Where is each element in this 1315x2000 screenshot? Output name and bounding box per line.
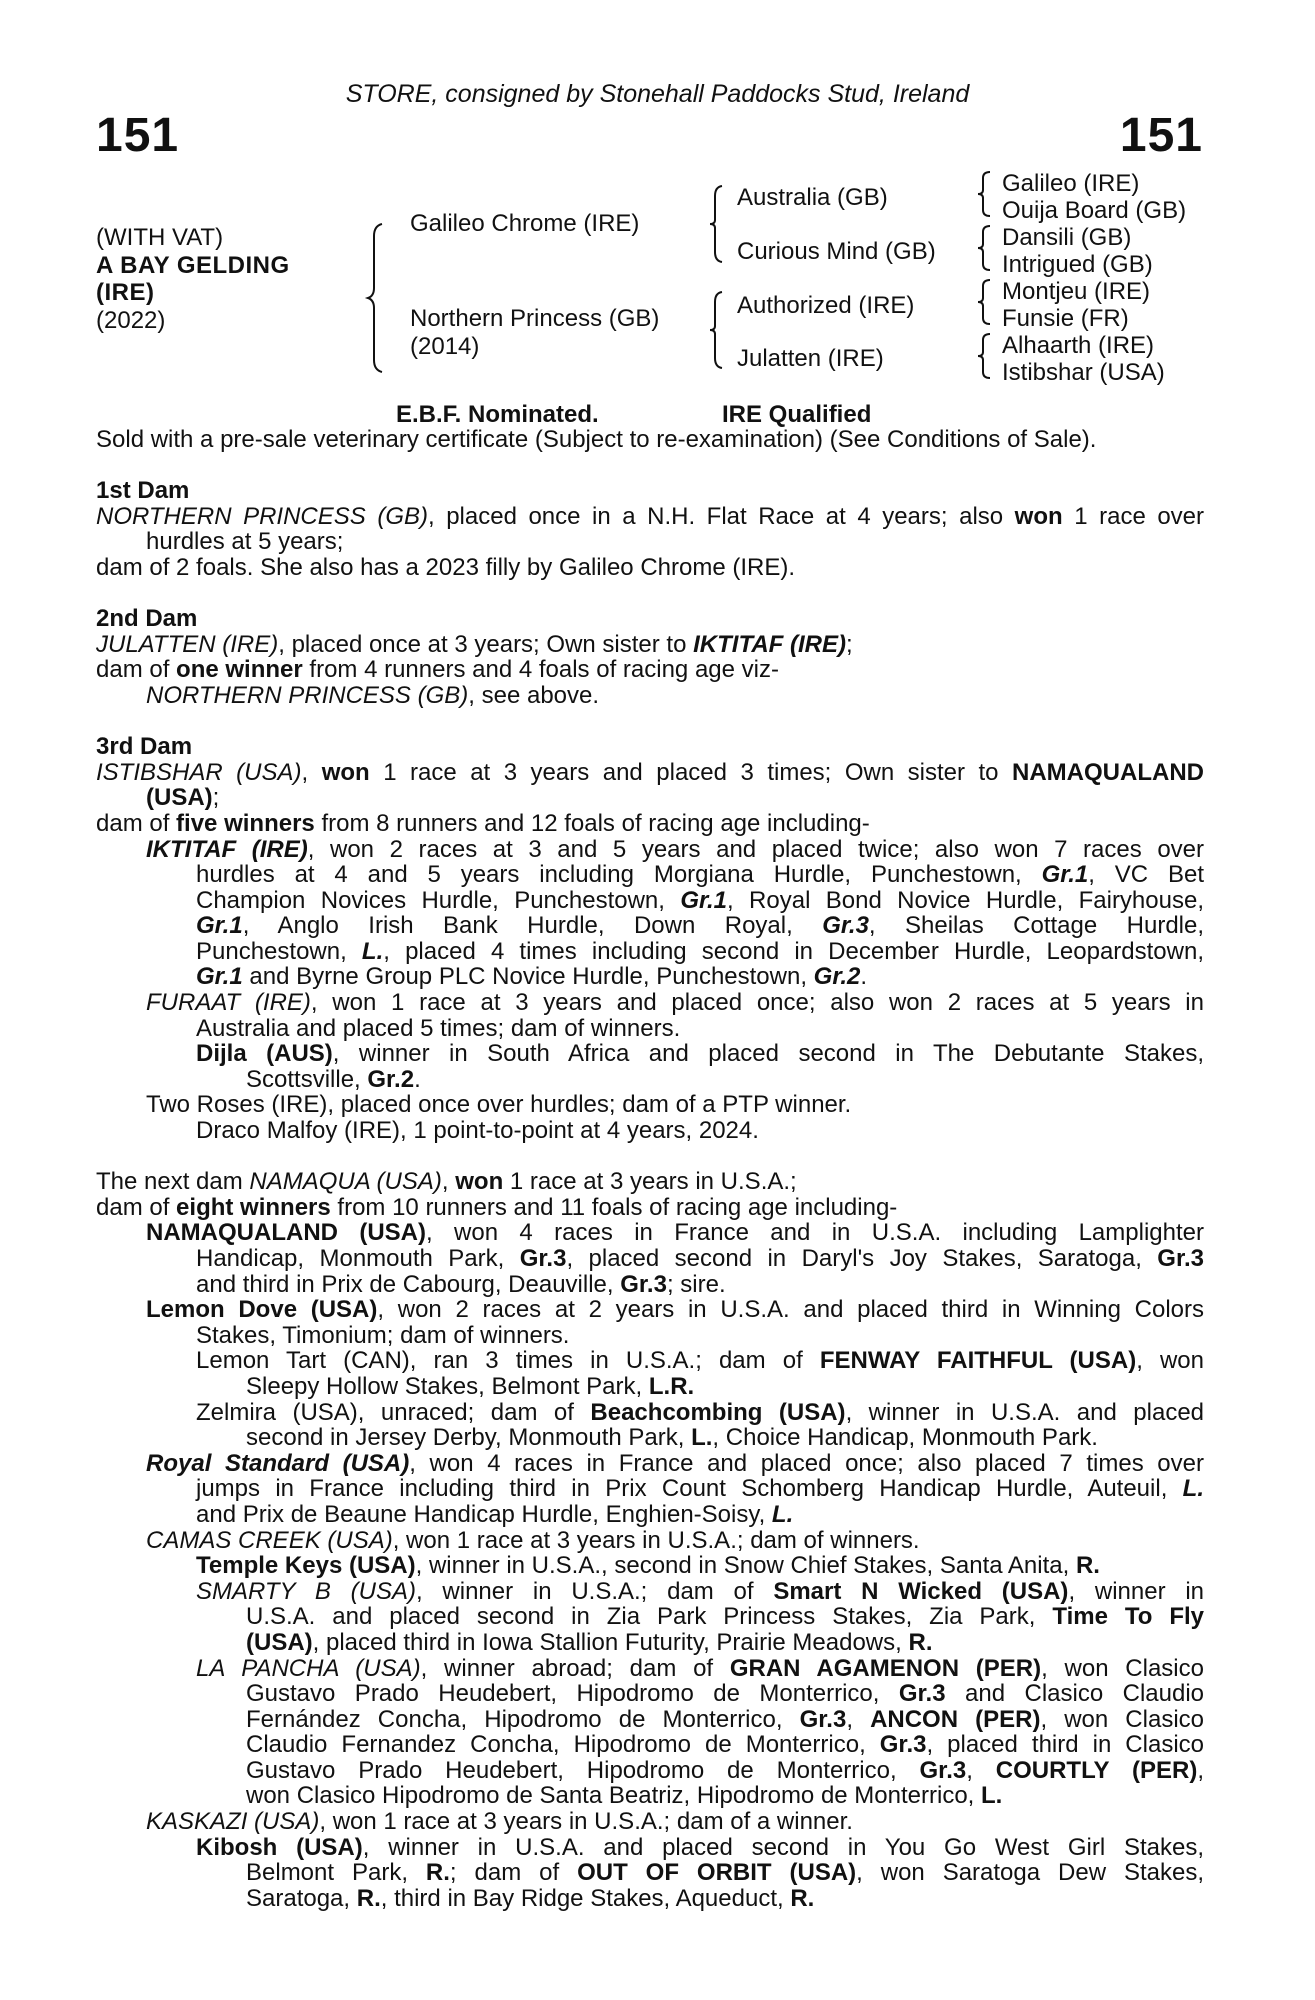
vat-note: (WITH VAT) — [96, 224, 224, 251]
pedigree-bracket-g34 — [978, 224, 996, 272]
dam1-heading: 1st Dam — [96, 477, 190, 505]
horse-description: A BAY GELDING — [96, 251, 290, 279]
gen3-4: Intrigued (GB) — [1002, 251, 1153, 278]
kaskazi-name: KASKAZI (USA) — [146, 1808, 320, 1836]
pedigree-bracket-g12 — [978, 170, 996, 218]
gen3-5: Montjeu (IRE) — [1002, 278, 1151, 305]
horse-block — [96, 224, 290, 334]
gen3-7: Alhaarth (IRE) — [1002, 332, 1155, 359]
dam-year: (2014) — [410, 333, 480, 360]
sire-sire: Australia (GB) — [737, 184, 888, 211]
gen3-3: Dansili (GB) — [1002, 224, 1132, 251]
dam2-heading: 2nd Dam — [96, 605, 198, 633]
horse-origin: (IRE) — [96, 279, 155, 306]
dam-name: Northern Princess (GB) — [410, 305, 660, 332]
pedigree-bracket-g78 — [978, 332, 996, 380]
royal-standard-name: Royal Standard (USA) — [146, 1449, 410, 1477]
horse-year: (2022) — [96, 306, 166, 334]
gen3-6: Funsie (FR) — [1002, 305, 1129, 332]
gen3-2: Ouija Board (GB) — [1002, 197, 1187, 224]
lot-number-right: 151 — [1119, 109, 1203, 162]
ebf-nomination: E.B.F. Nominated. — [396, 401, 599, 428]
two-roses: Two Roses (IRE), placed once over hurdles; dam of a PTP winner. — [146, 1091, 852, 1119]
namaqualand-name: NAMAQUALAND (USA) — [146, 1219, 426, 1247]
gen3-8: Istibshar (USA) — [1002, 359, 1165, 386]
sire-dam: Curious Mind (GB) — [737, 238, 936, 265]
dam-dam: Julatten (IRE) — [737, 345, 884, 372]
pedigree-bracket-g56 — [978, 278, 996, 326]
smarty-b-name: SMARTY B (USA) — [196, 1577, 416, 1605]
dijla-name: Dijla (AUS) — [196, 1040, 333, 1068]
catalogue-body: Sold with a pre-sale veterinary certificate (Subject to re-examination) (See Conditions of Sale). 1st Dam NORTHERN PRINCESS (GB), placed once in a N.H. Flat Race at 4 years; also won 1 race over hurdles at 5 years; dam of 2 foals. She also has a 2023 filly by Galileo Chrome (IRE). 2nd Dam JULATTEN (IRE), placed once at 3 years; Own sister to IKTITAF (IRE); dam of one winner from 4 runners and 4 foals of racing age viz- NORTHERN PRINCESS (GB), see above. 3rd Dam ISTIBSHAR (USA), won 1 race at 3 years and placed 3 times; Own sister to NAMAQUALAND (USA); dam of five winners from 8 runners and 12 foals of racing age including- IKTITAF (IRE), won 2 races at 3 and 5 years and placed twice; also won 7 races over hurdles at 4 and 5 years including Morgiana Hurdle, Punchestown, Gr.1, VC Bet Champion Novices Hurdle, Punchestown, Gr.1, Royal Bond Novice Hurdle, Fairyhouse, Gr.1, Anglo Irish Bank Hurdle, Down Royal, Gr.3, Sheilas Cottage Hurdle, Punchestown, L., placed 4 times including second in December Hurdle, Leopardstown, Gr.1 and Byrne Group PLC Novice Hurdle, Punchestown, Gr.2. FURAAT (IRE), won 1 race at 3 years and placed once; also won 2 races at 5 years in Australia and placed 5 times; dam of winners. Dijla (AUS), winner in South Africa and placed second in The Debutante Stakes, Scottsville, Gr.2. Two Roses (IRE), placed once over hurdles; dam of a PTP winner. Draco Malfoy (IRE), 1 point-to-point at 4 years, 2024. The next dam NAMAQUA (USA), won 1 race at 3 years in U.S.A.; dam of eight winners from 10 runners and 11 foals of racing age including- NAMAQUALAND (USA), won 4 races in France and in U.S.A. including Lamplighter Handicap, Monmouth Park, Gr.3, placed second in Daryl's Joy Stakes, Saratoga, Gr.3 and third in Prix de Cabourg, Deauville, Gr.3; sire. Lemon Dove (USA), won 2 races at 2 years in U.S.A. and placed third in Winning Colors Stakes, Timonium; dam of winners. Lemon Tart (CAN), ran 3 times in U.S.A.; dam of FENWAY FAITHFUL (USA), won Sleepy Hollow Stakes, Belmont Park, L.R. Zelmira (USA), unraced; dam of Beachcombing (USA), winner in U.S.A. and placed second in Jersey Derby, Monmouth Park, L., Choice Handicap, Monmouth Park. Royal Standard (USA), won 4 races in France and placed once; also placed 7 times over jumps in France including third in Prix Count Schomberg Handicap Hurdle, Auteuil, L. and Prix de Beaune Handicap Hurdle, Enghien-Soisy, L. CAMAS CREEK (USA), won 1 race at 3 years in U.S.A.; dam of winners. Temple Keys (USA), winner in U.S.A., second in Snow Chief Stakes, Santa Anita, R. SMARTY B (USA), winner in U.S.A.; dam of Smart N Wicked (USA), winner in U.S.A. and placed second in Zia Park Princess Stakes, Zia Park, Time To Fly (USA), placed third in Iowa Stallion Futurity, Prairie Meadows, R. LA PANCHA (USA), winner abroad; dam of GRAN AGAMENON (PER), won Clasico Gustavo Prado Heudebert, Hipodromo de Monterrico, Gr.3 and Clasico Claudio Fernández Concha, Hipodromo de Monterrico, Gr.3, ANCON (PER), won Clasico Claudio Fernandez Concha, Hipodromo de Monterrico, Gr.3, placed third in Clasico Gustavo Prado Heudebert, Hipodromo de Monterrico, Gr.3, COURTLY (PER), won Clasico Hipodromo de Santa Beatriz, Hipodromo de Monterrico, L. KASKAZI (USA), won 1 race at 3 years in U.S.A.; dam of a winner. Kibosh (USA), winner in U.S.A. and placed second in You Go West Girl Stakes, Belmont Park, R.; dam of OUT OF ORBIT (USA), won Saratoga Dew Stakes, Saratoga, R., third in Bay Ridge Stakes, Aqueduct, R. — [96, 426, 1205, 1912]
gen3-1: Galileo (IRE) — [1002, 170, 1140, 197]
pedigree-bracket-dam — [710, 290, 730, 370]
iktitaf-name: IKTITAF (IRE) — [146, 835, 308, 863]
sale-note: Sold with a pre-sale veterinary certificate (Subject to re-examination) (See Conditions of Sale). — [96, 426, 1097, 453]
temple-keys-name: Temple Keys (USA) — [196, 1552, 416, 1580]
lemon-dove-name: Lemon Dove (USA) — [146, 1296, 378, 1324]
namaqua-name: NAMAQUA (USA) — [249, 1168, 442, 1196]
pedigree-bracket-sire — [710, 184, 730, 264]
draco-malfoy: Draco Malfoy (IRE), 1 point-to-point at 4 years, 2024. — [196, 1117, 759, 1145]
dam1-name: NORTHERN PRINCESS (GB) — [96, 502, 428, 530]
dam2-name: JULATTEN (IRE) — [96, 630, 279, 658]
dam3-heading: 3rd Dam — [96, 733, 193, 761]
la-pancha-name: LA PANCHA (USA) — [196, 1654, 421, 1682]
furaat-name: FURAAT (IRE) — [146, 989, 311, 1017]
consigner-line: STORE, consigned by Stonehall Paddocks Stud, Ireland — [345, 80, 970, 108]
ire-qualified: IRE Qualified — [722, 401, 872, 428]
sire-name: Galileo Chrome (IRE) — [410, 210, 640, 237]
kibosh-name: Kibosh (USA) — [196, 1833, 363, 1861]
camas-creek-name: CAMAS CREEK (USA) — [146, 1526, 393, 1554]
lot-number-left: 151 — [96, 109, 180, 162]
dam-sire: Authorized (IRE) — [737, 292, 915, 319]
pedigree-bracket-main — [368, 222, 392, 374]
dam3-name: ISTIBSHAR (USA) — [96, 758, 302, 786]
